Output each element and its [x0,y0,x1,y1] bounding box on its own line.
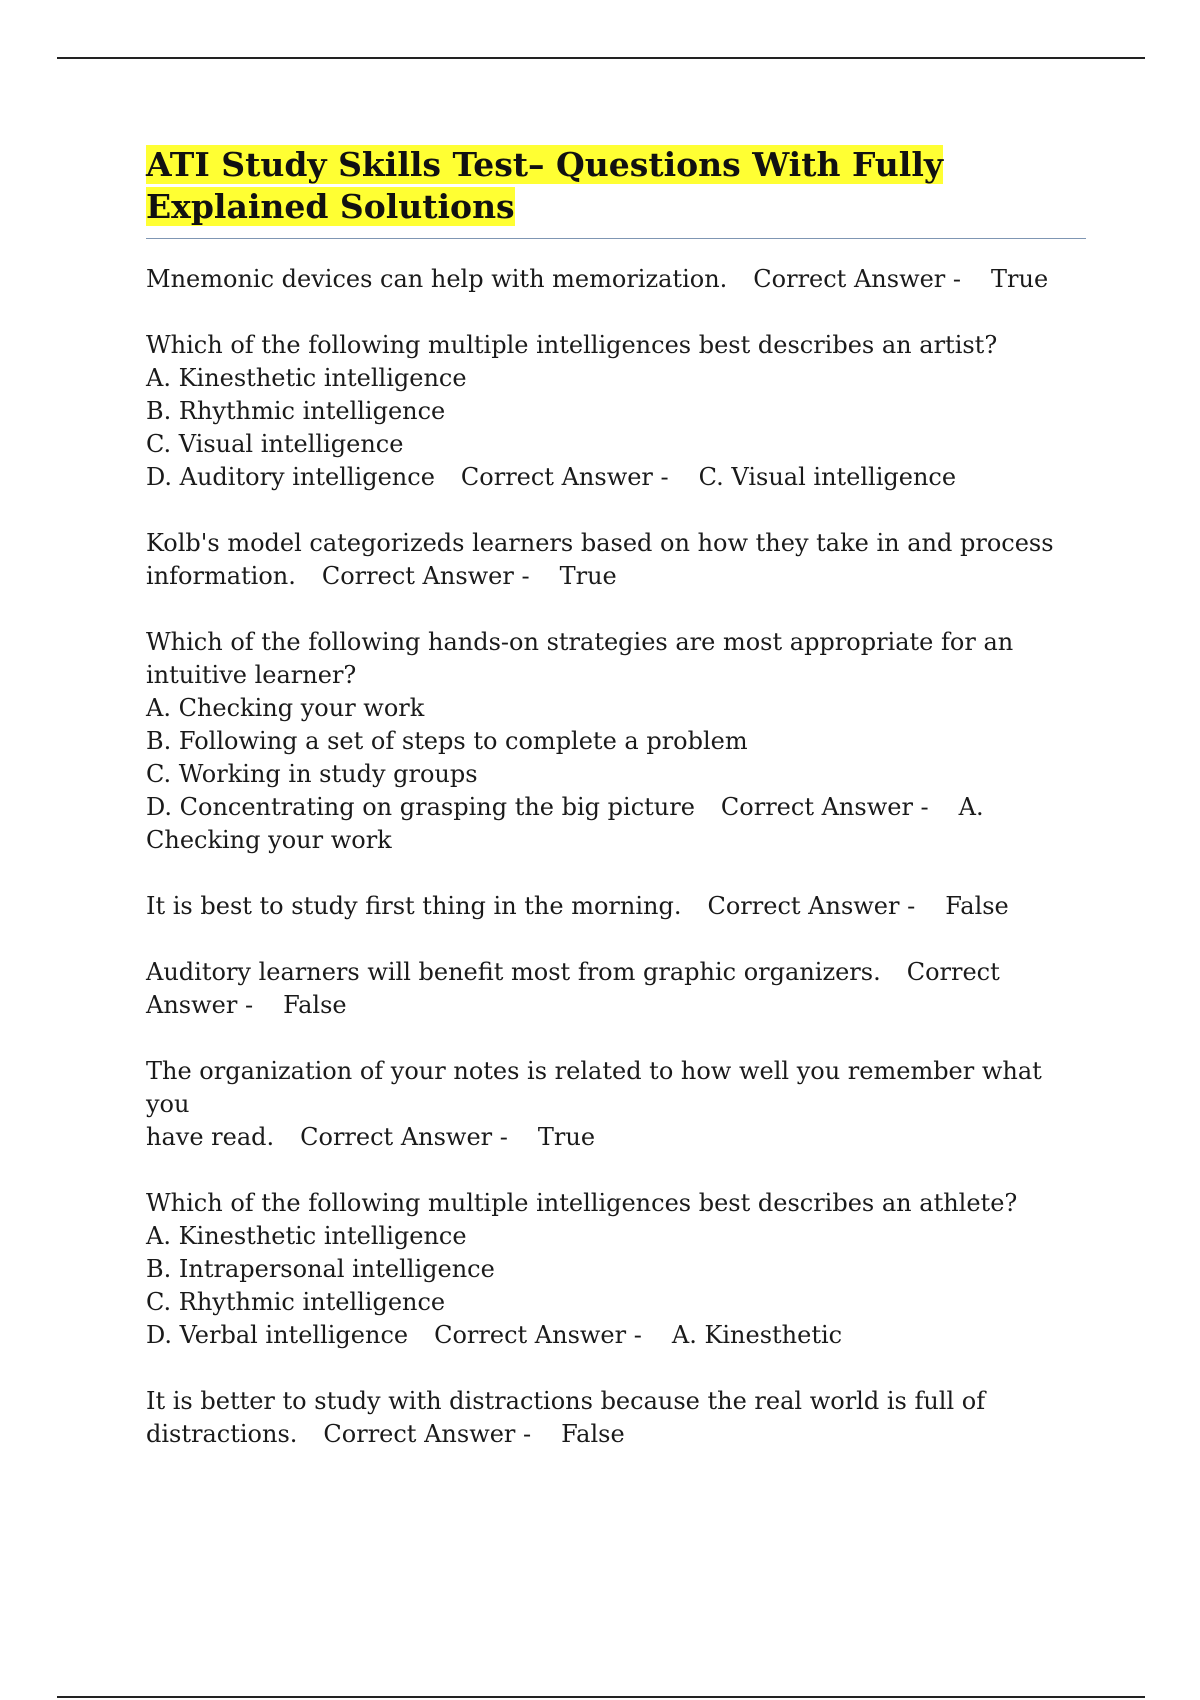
answer-label: Answer - [146,991,254,1019]
answer-label: Correct Answer - [323,1420,532,1448]
document-body [146,144,1090,1484]
answer-text: False [283,991,347,1019]
qa-list [146,263,1090,1451]
answer-label: Correct Answer - [300,1123,508,1151]
answer-label: Correct Answer - [707,892,916,920]
option-text: C. Visual intelligence [146,430,404,458]
option-text: D. Concentrating on grasping the big picture [146,793,695,821]
option-text: B. Intrapersonal intelligence [146,1255,495,1283]
qa-item [146,956,1090,1022]
answer-text: False [945,892,1009,920]
option-text: A. Kinesthetic intelligence [146,364,467,392]
qa-item [146,1187,1090,1352]
answer-text: False [561,1420,625,1448]
question-text: Which of the following hands-on strategies are most appropriate for an [146,628,1014,656]
question-text: Which of the following multiple intelligences best describes an athlete? [146,1189,1018,1217]
question-text: have read. [146,1123,275,1151]
document-title-highlight: ATI Study Skills Test– Questions With Fully Explained Solutions [146,145,944,226]
option-text: A. Checking your work [146,694,425,722]
answer-label: Correct Answer - [321,562,530,590]
question-text: intuitive learner? [146,661,357,689]
answer-text: True [559,562,617,590]
qa-item [146,527,1090,593]
question-text: It is better to study with distractions because the real world is full of [146,1387,986,1415]
page-top-rule [57,57,1145,59]
qa-item [146,1385,1090,1451]
option-text: D. Verbal intelligence [146,1321,409,1349]
option-text: A. Kinesthetic intelligence [146,1222,467,1250]
option-text: C. Rhythmic intelligence [146,1288,446,1316]
question-text: Auditory learners will benefit most from graphic organizers. [146,958,881,986]
question-text: The organization of your notes is related to how well you remember what you [146,1057,1050,1118]
option-text: D. Auditory intelligence [146,463,435,491]
answer-text: True [991,265,1049,293]
answer-label: Correct Answer - [434,1321,642,1349]
option-text: B. Rhythmic intelligence [146,397,446,425]
answer-text: A. [958,793,984,821]
answer-label: Correct Answer - [753,265,962,293]
answer-text: C. Visual intelligence [698,463,957,491]
question-text: It is best to study first thing in the morning. [146,892,682,920]
question-text: Which of the following multiple intelligences best describes an artist? [146,331,998,359]
question-text: information. [146,562,296,590]
page-bottom-rule [57,1696,1145,1698]
question-text: distractions. [146,1420,298,1448]
qa-item [146,1055,1090,1154]
qa-item [146,890,1090,923]
question-text: Kolb's model categorizeds learners based on how they take in and process [146,529,1054,557]
answer-label: Correct [906,958,1000,986]
document-title [146,144,1090,228]
qa-item [146,329,1090,494]
option-text: B. Following a set of steps to complete a problem [146,727,748,755]
option-text: C. Working in study groups [146,760,478,788]
question-text: Mnemonic devices can help with memorization. [146,265,728,293]
qa-item [146,626,1090,857]
answer-label: Correct Answer - [720,793,929,821]
title-underline [146,238,1086,239]
answer-label: Correct Answer - [460,463,669,491]
answer-text: True [537,1123,596,1151]
qa-item [146,263,1090,296]
answer-text: A. Kinesthetic [671,1321,843,1349]
answer-text-continued: Checking your work [146,826,392,854]
